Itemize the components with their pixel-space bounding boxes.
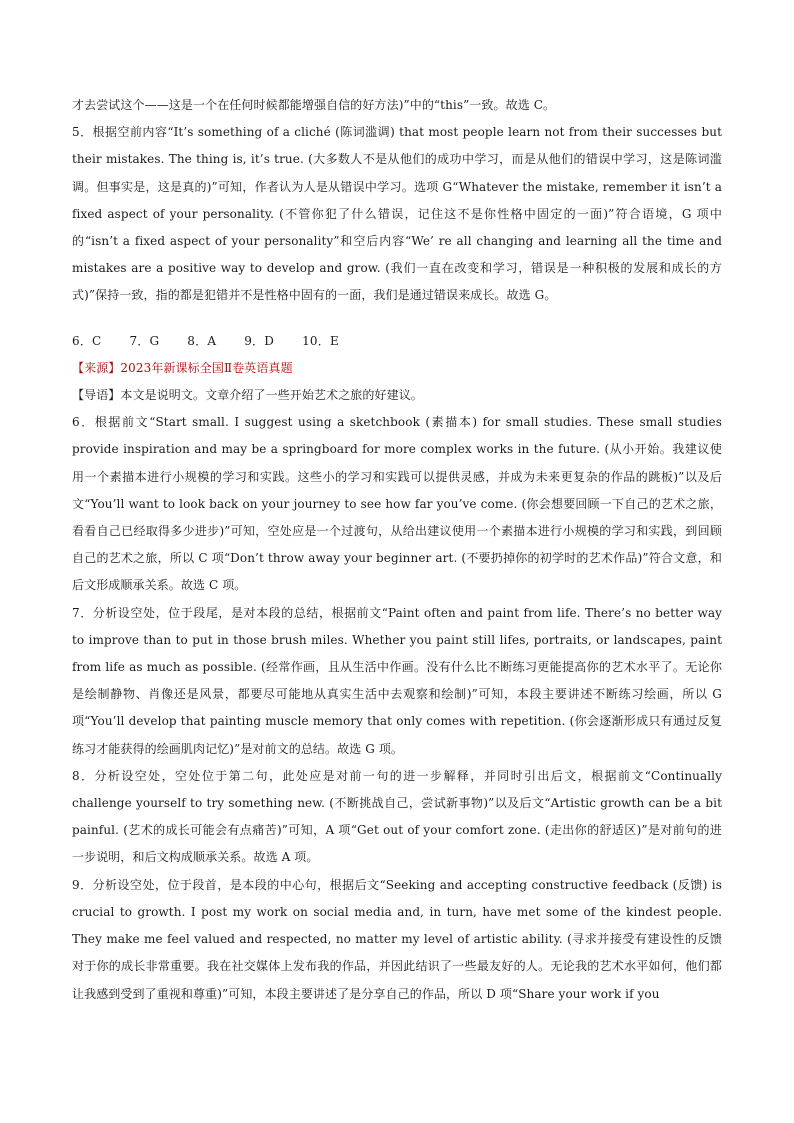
source-label: 【来源】2023年新课标全国Ⅱ卷英语真题: [72, 360, 293, 375]
answer-10: 10．E: [302, 333, 339, 348]
answer-9: 9．D: [244, 333, 275, 348]
spacer: [72, 310, 722, 328]
q5-explanation: 5．根据空前内容“It’s something of a cliché (陈词滥调) that most people learn not from their successes but their mistakes. The thing is, it’s true. (大多数人不是从他们的成功中学习，而是从他们的错误中学习，这是陈词滥调。但事实是，这是真的)”可知，作者认为人是从错误中学习。选项 G“Whatever the mistake, remember it isn’t a fixed aspect of your personality. (不管你犯了什么错误，记住这不是你性格中固定的一面)”符合语境，G 项中的“isn’t a fixed aspect of your personality”和空后内容“We’ re all changing and learning all the time and mistakes are a positive way to develop and grow. (我们一直在改变和学习，错误是一种积极的发展和成长的方式)”保持一致，指的都是犯错并不是性格中固有的一面，我们是通过错误来成长。故选 G。: [72, 125, 722, 303]
explanation-6: 6．根据前文“Start small. I suggest using a sketchbook (素描本) for small studies. These small studies provide inspiration and may be a springboard for more complex works in the future. (从小开始。我建议使用一个素描本进行小规模的学习和实践。这些小的学习和实践可以提供灵感，并成为未来更复杂的作品的跳板)”以及后文“You’ll want to look back on your journey to see how far you’ve come. (你会想要回顾一下自己的艺术之旅，看看自己已经取得多少进步)”可知，空处应是一个过渡句，从给出建议使用一个素描本进行小规模的学习和实践，到回顾自己的艺术之旅，所以 C 项“Don’t throw away your beginner art. (不要扔掉你的初学时的艺术作品)”符合文意，和后文形成顺承关系。故选 C 项。: [72, 415, 722, 593]
explanation-7: 7．分析设空处，位于段尾，是对本段的总结，根据前文“Paint often and paint from life. There’s no better way to improve than to put in those brush miles. Whether you paint still lifes, portraits, or landscapes, paint from life as much as possible. (经常作画，且从生活中作画。没有什么比不断练习更能提高你的艺术水平了。无论你是绘制静物、肖像还是风景，都要尽可能地从真实生活中去观察和绘制)”可知，本段主要讲述不断练习绘画，所以 G 项“You’ll develop that painting muscle memory that only comes with repetition. (你会逐渐形成只有通过反复练习才能获得的绘画肌肉记忆)”是对前文的总结。故选 G 项。: [72, 605, 722, 756]
explanation-9: 9．分析设空处，位于段首，是本段的中心句，根据后文“Seeking and accepting constructive feedback (反馈) is crucial to growth. I post my work on social media and, in turn, have met some of the kindest people. They make me feel valued and respected, no matter my level of artistic ability. (寻求并接受有建设性的反馈对于你的成长非常重要。我在社交媒体上发布我的作品，并因此结识了一些最友好的人。无论我的艺术水平如何，他们都让我感到受到了重视和尊重)”可知，本段主要讲述了是分享自己的作品，所以 D 项“Share your work if you: [72, 877, 722, 1001]
q4-tail: 才去尝试这个——这是一个在任何时候都能增强自信的好方法)”中的“this”一致。故选 C。: [72, 98, 556, 112]
explanation-8: 8．分析设空处，空处位于第二句，此处应是对前一句的进一步解释，并同时引出后文，根据前文“Continually challenge yourself to try something new. (不断挑战自己，尝试新事物)”以及后文“Artistic growth can be a bit painful. (艺术的成长可能会有点痛苦)”可知，A 项“Get out of your comfort zone. (走出你的舒适区)”是对前句的进一步说明，和后文构成顺承关系。故选 A 项。: [72, 768, 722, 865]
answer-8: 8．A: [187, 333, 217, 348]
document-page: [72, 92, 722, 1008]
answer-key: [72, 328, 722, 355]
answer-7: 7．G: [129, 333, 160, 348]
guide-text: 【导语】本文是说明文。文章介绍了一些开始艺术之旅的好建议。: [72, 388, 423, 403]
answer-6: 6．C: [72, 333, 102, 348]
